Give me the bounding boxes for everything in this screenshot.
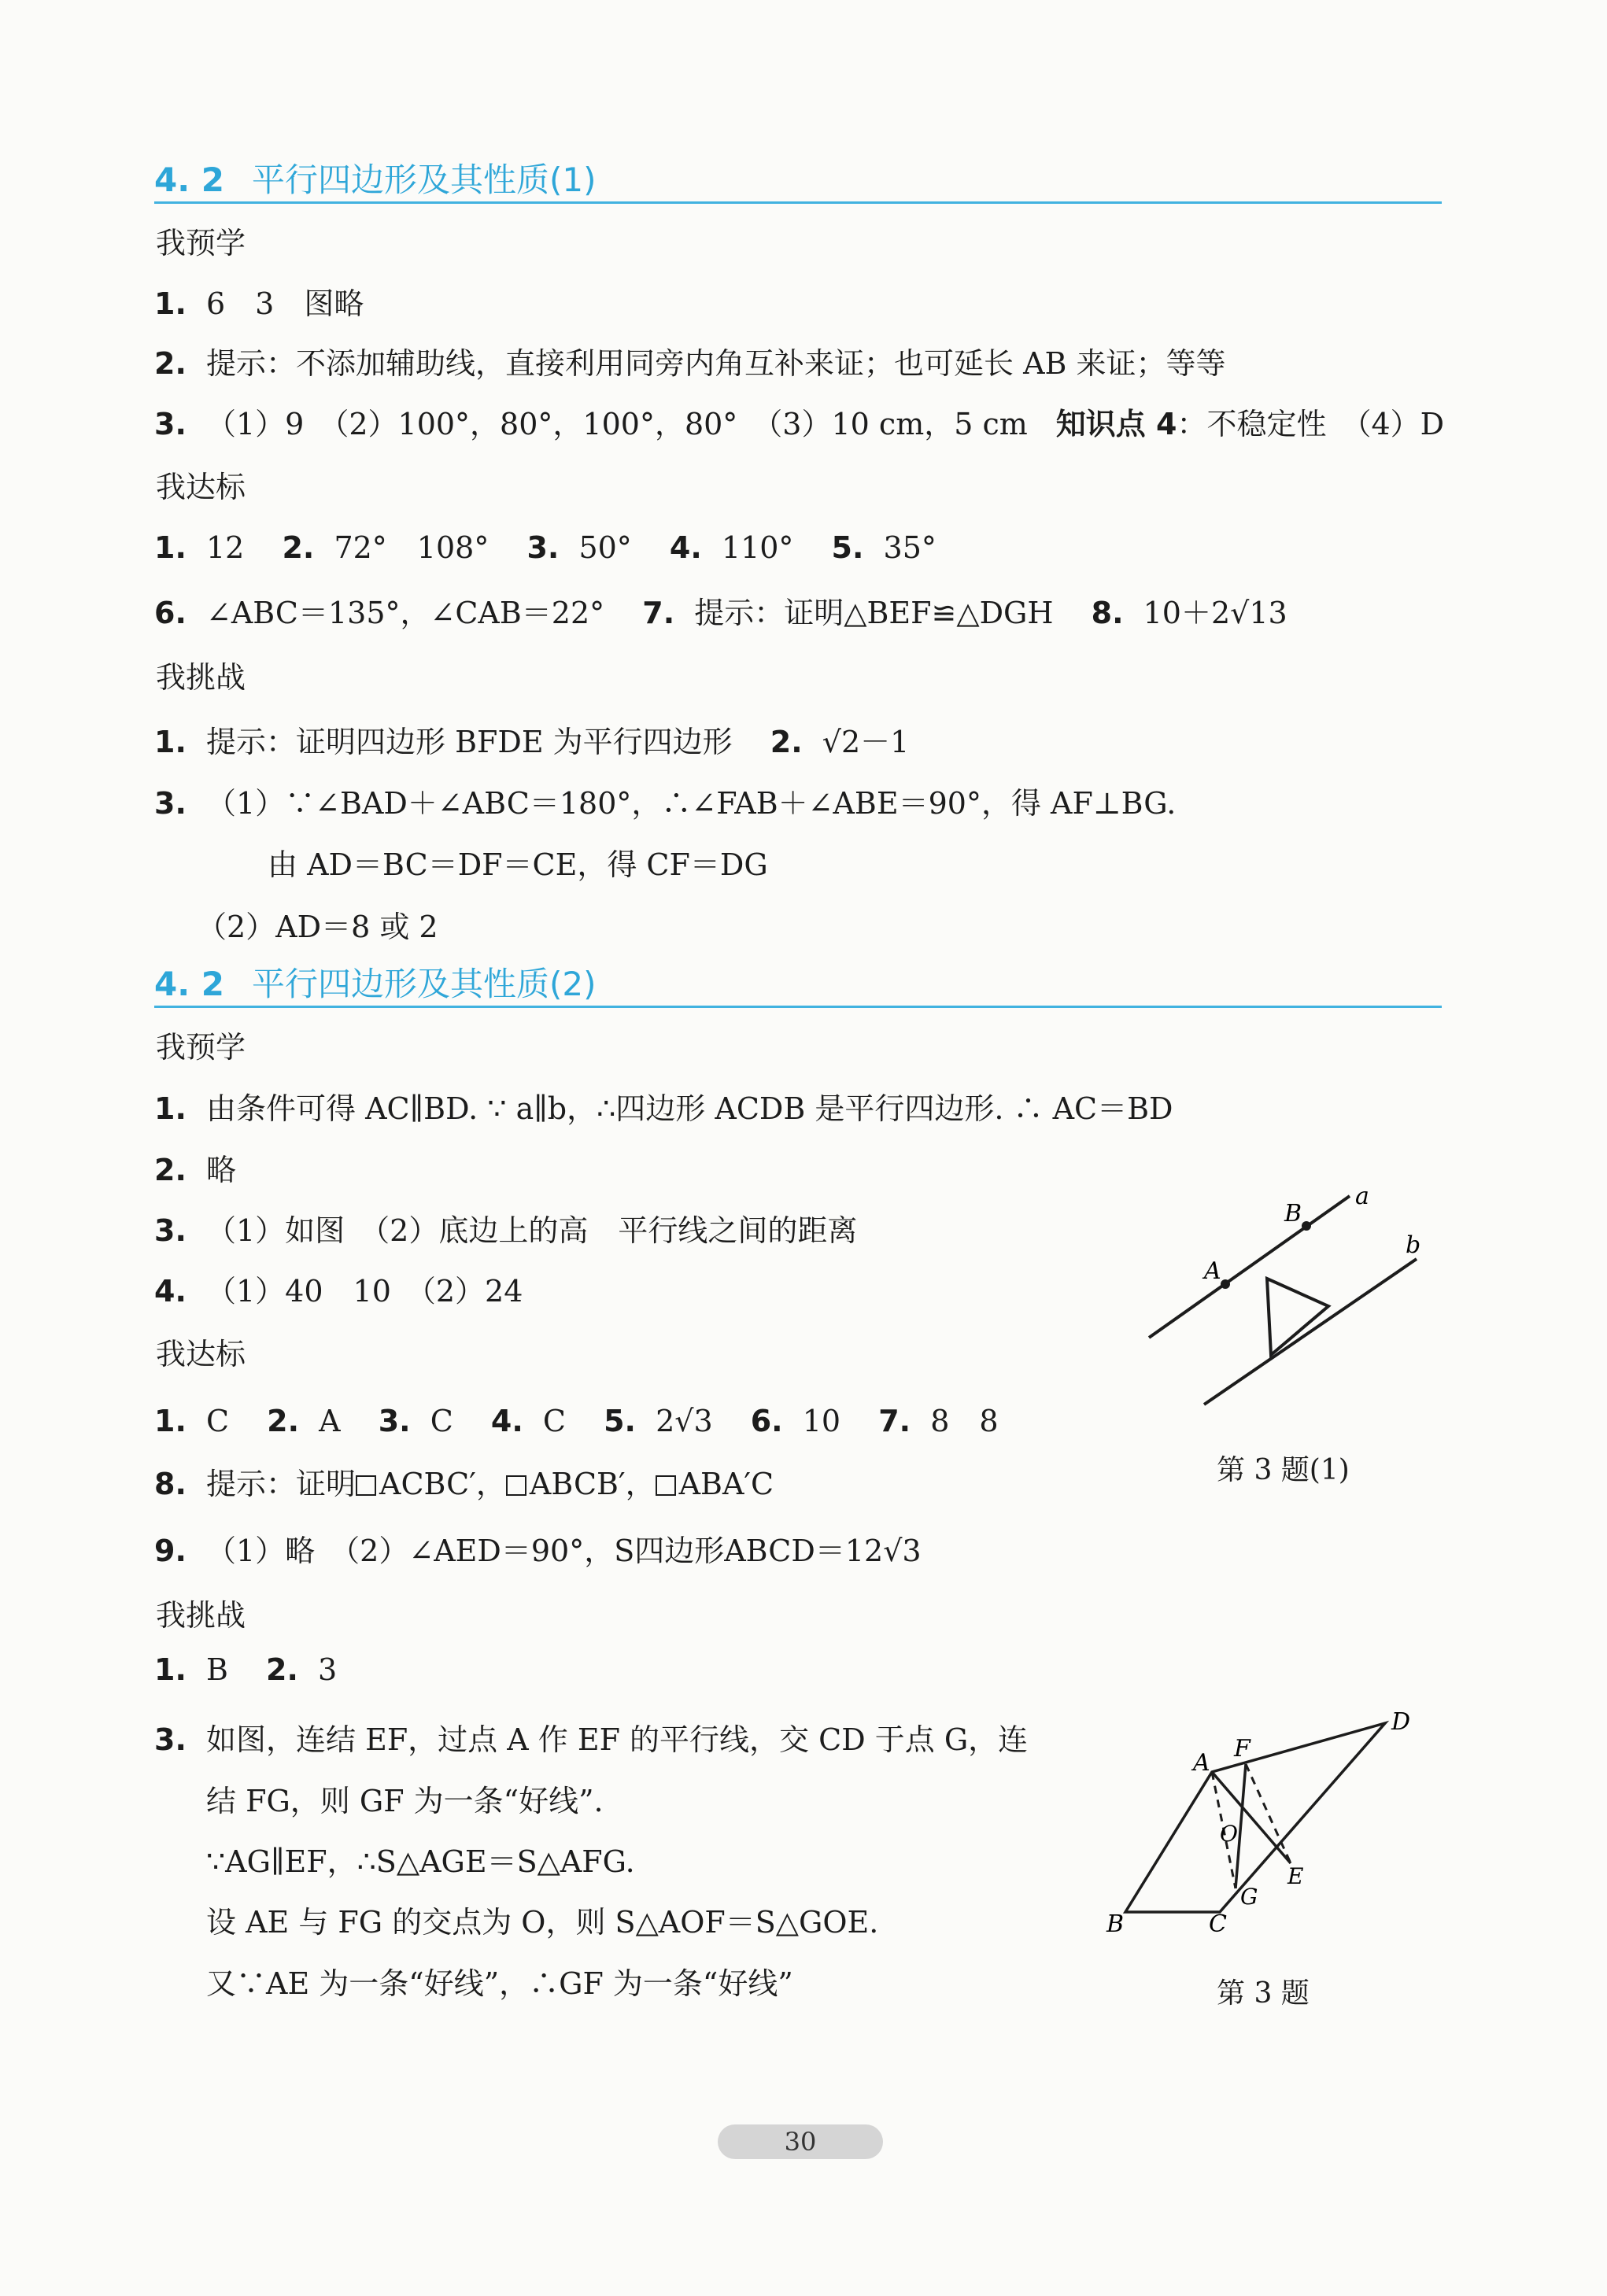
subheading-standard: 我达标 [156, 1337, 246, 1371]
section-title: 平行四边形及其性质(1) [252, 161, 597, 199]
section-title: 平行四边形及其性质(2) [252, 965, 597, 1003]
label-D: D [1391, 1708, 1411, 1736]
label-C: C [1209, 1910, 1227, 1936]
answer-line: 1. 6 3 图略 [154, 286, 364, 321]
answer-line: 1. 由条件可得 AC∥BD. ∵ a∥b，∴四边形 ACDB 是平行四边形. ∴ AC＝BD [154, 1091, 1173, 1126]
answer-line: 2. 略 [154, 1153, 237, 1187]
section-number: 4. 2 [154, 161, 225, 199]
knowledge-point: 知识点 4 [1055, 407, 1177, 441]
line-b [1204, 1259, 1417, 1405]
figure-parallelogram [1102, 1700, 1448, 1936]
segment-fe [1246, 1764, 1291, 1863]
subheading-standard: 我达标 [156, 470, 246, 504]
answer-line: 6. ∠ABC＝135°，∠CAB＝22° 7. 提示：证明△BEF≌△DGH 8. 10＋2√13 [154, 596, 1287, 630]
segment-ae [1212, 1772, 1291, 1863]
label-A: A [1193, 1749, 1210, 1777]
parallelogram-symbol [356, 1475, 376, 1496]
answer-line: 8. 提示：证明 ACBC′， ABCB′， ABA′C [154, 1467, 774, 1501]
point-a [1221, 1279, 1230, 1289]
answer-line: 又∵AE 为一条“好线”，∴GF 为一条“好线” [206, 1966, 793, 2001]
answer-line: 1. B 2. 3 [154, 1652, 338, 1687]
answer-line: 3. 如图，连结 EF，过点 A 作 EF 的平行线，交 CD 于点 G，连 [154, 1722, 1029, 1757]
label-a: a [1355, 1183, 1369, 1210]
answer-line: （2）AD＝8 或 2 [197, 910, 438, 944]
subheading-challenge: 我挑战 [156, 660, 246, 695]
figure-parallel-lines [1141, 1180, 1440, 1424]
section-heading-2 [154, 958, 1442, 1008]
section-heading-1 [154, 154, 1442, 204]
line-a [1149, 1196, 1350, 1338]
answer-line: 3. （1）∵∠BAD＋∠ABC＝180°，∴∠FAB＋∠ABE＝90°，得 AF⊥BG. [154, 786, 1177, 821]
subheading-challenge: 我挑战 [156, 1598, 246, 1633]
label-F: F [1234, 1735, 1251, 1763]
answer-line: 1. 提示：证明四边形 BFDE 为平行四边形 2. √2－1 [154, 725, 910, 759]
label-b: b [1406, 1231, 1421, 1259]
label-B: B [1106, 1910, 1125, 1936]
answer-line: 9. （1）略 （2）∠AED＝90°，S四边形ABCD＝12√3 [154, 1534, 922, 1568]
point-b [1302, 1221, 1311, 1231]
answer-line: 2. 提示：不添加辅助线，直接利用同旁内角互补来证；也可延长 AB 来证；等等 [154, 346, 1226, 381]
label-B: B [1284, 1200, 1302, 1227]
answer-line: 由 AD＝BC＝DF＝CE，得 CF＝DG [268, 847, 768, 882]
figure-caption: 第 3 题 [1217, 1977, 1310, 2010]
answer-line: 设 AE 与 FG 的交点为 O，则 S△AOF＝S△GOE. [206, 1905, 879, 1940]
label-E: E [1287, 1863, 1304, 1889]
answer-line: 3. （1）9 （2）100°，80°，100°，80° （3）10 cm，5 cm 知识点 4：不稳定性 （4）D [154, 407, 1445, 441]
label-O: O [1220, 1821, 1238, 1847]
answer-line: 结 FG，则 GF 为一条“好线”. [206, 1784, 604, 1818]
subheading-preview: 我预学 [156, 226, 246, 260]
answer-line: 1. C 2. A 3. C 4. C 5. 2√3 6. 10 7. 8 8 [154, 1404, 999, 1438]
section-number: 4. 2 [154, 965, 225, 1003]
answer-line: ∵AG∥EF，∴S△AGE＝S△AFG. [206, 1844, 635, 1879]
label-G: G [1240, 1884, 1258, 1910]
parallelogram-symbol [506, 1475, 526, 1496]
answer-line: 1. 12 2. 72° 108° 3. 50° 4. 110° 5. 35° [154, 530, 936, 565]
figure-caption: 第 3 题(1) [1217, 1454, 1350, 1486]
triangle [1267, 1279, 1328, 1355]
answer-line: 3. （1）如图 （2）底边上的高 平行线之间的距离 [154, 1213, 858, 1248]
subheading-preview: 我预学 [156, 1030, 246, 1065]
answer-line: 4. （1）40 10 （2）24 [154, 1274, 523, 1309]
parallelogram-symbol [656, 1475, 676, 1496]
page-number: 30 [718, 2124, 883, 2159]
label-A: A [1204, 1257, 1221, 1285]
